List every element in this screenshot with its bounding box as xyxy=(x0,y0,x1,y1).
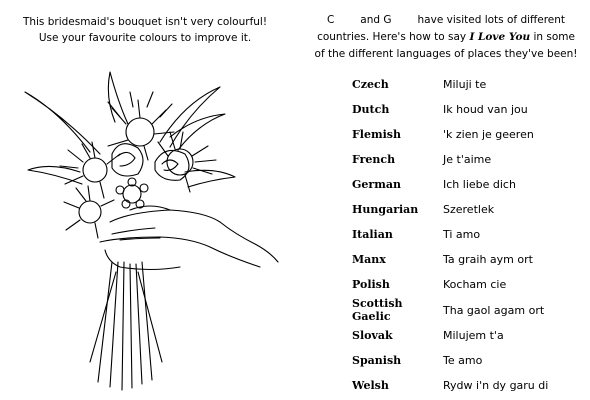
table-row xyxy=(352,72,582,97)
language-name: Italian xyxy=(352,228,393,241)
table-row xyxy=(352,373,582,398)
love-phrase: Ich liebe dich xyxy=(443,178,516,191)
love-phrase: Szeretlek xyxy=(443,203,495,216)
language-name: Spanish xyxy=(352,354,402,367)
flower-center xyxy=(116,178,148,208)
language-name: German xyxy=(352,178,401,191)
flower-right xyxy=(158,132,216,192)
table-row xyxy=(352,222,582,247)
intro-text-2: have visited lots of different xyxy=(417,14,566,26)
language-name: Flemish xyxy=(352,128,401,141)
table-row xyxy=(352,172,582,197)
language-name: Polish xyxy=(352,278,390,291)
intro-paragraph xyxy=(305,12,587,63)
love-phrase: Rydw i'n dy garu di xyxy=(443,379,549,392)
love-phrase: Ta graih aym ort xyxy=(443,253,533,266)
caption-line-2: Use your favourite colours to improve it. xyxy=(38,32,252,44)
love-phrase: Milujem t'a xyxy=(443,329,504,342)
intro-initial-1: C xyxy=(326,14,335,26)
love-phrase: Je t'aime xyxy=(443,153,492,166)
love-phrase: Ik houd van jou xyxy=(443,103,528,116)
table-row xyxy=(352,247,582,272)
intro-love-phrase: I Love You xyxy=(469,31,531,43)
intro-line-3: of the different languages of places they've been! xyxy=(314,48,578,60)
table-row xyxy=(352,122,582,147)
language-name: Slovak xyxy=(352,329,393,342)
intro-line2-after: in some xyxy=(533,31,575,43)
bouquet-illustration xyxy=(20,62,280,392)
table-row xyxy=(352,323,582,348)
table-row xyxy=(352,348,582,373)
flower-left xyxy=(60,142,120,198)
love-phrase: Miluji te xyxy=(443,78,487,91)
intro-text-1: and G xyxy=(360,14,392,26)
love-phrase: Te amo xyxy=(443,354,483,367)
table-row xyxy=(352,272,582,297)
flower-lower-left xyxy=(64,186,114,238)
language-name: Hungarian xyxy=(352,203,419,216)
language-name: Czech xyxy=(352,78,389,91)
table-row xyxy=(352,97,582,122)
table-row xyxy=(352,297,582,323)
love-phrase: 'k zien je geeren xyxy=(443,128,534,141)
language-name: Manx xyxy=(352,253,386,266)
table-row xyxy=(352,147,582,172)
table-row xyxy=(352,197,582,222)
intro-line-1 xyxy=(305,12,587,29)
language-name: Welsh xyxy=(352,379,389,392)
love-phrase: Kocham cie xyxy=(443,278,507,291)
language-table xyxy=(352,72,582,398)
caption-line-1: This bridesmaid's bouquet isn't very colourful! xyxy=(22,16,268,28)
intro-line2-before: countries. Here's how to say xyxy=(317,31,467,43)
language-name: Scottish Gaelic xyxy=(352,297,403,323)
love-phrase: Ti amo xyxy=(443,228,481,241)
language-name: French xyxy=(352,153,396,166)
coloring-instructions xyxy=(0,14,290,46)
intro-line-2 xyxy=(305,29,587,46)
language-name: Dutch xyxy=(352,103,390,116)
love-phrase: Tha gaol agam ort xyxy=(443,303,545,317)
